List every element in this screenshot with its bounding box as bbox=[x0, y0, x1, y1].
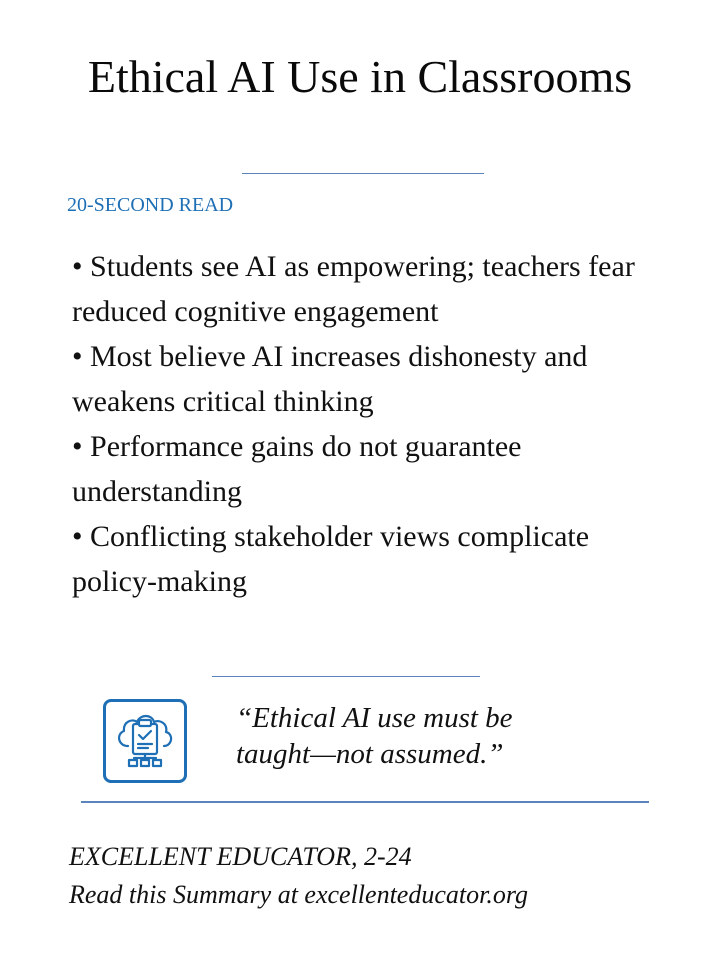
section-label: 20-SECOND READ bbox=[67, 194, 234, 216]
quote-divider-bottom bbox=[81, 801, 649, 803]
pull-quote bbox=[236, 700, 513, 772]
footer bbox=[69, 838, 528, 914]
quote-divider-top bbox=[212, 676, 480, 677]
source-citation: EXCELLENT EDUCATOR, 2-24 bbox=[69, 842, 412, 871]
summary-link[interactable]: Read this Summary at excellenteducator.org bbox=[69, 880, 528, 909]
bullet-item: • Conflicting stakeholder views complicate policy-making bbox=[72, 520, 590, 598]
bullet-item: • Performance gains do not guarantee understanding bbox=[72, 430, 522, 508]
quote-line-2: taught—not assumed.” bbox=[236, 738, 504, 770]
quote-line-1: “Ethical AI use must be bbox=[236, 702, 513, 734]
bullet-item: • Most believe AI increases dishonesty and weakens critical thinking bbox=[72, 340, 588, 418]
clipboard-checklist-cloud-icon bbox=[103, 699, 187, 783]
page-title: Ethical AI Use in Classrooms bbox=[87, 51, 633, 102]
bullet-item: • Students see AI as empowering; teachers fear reduced cognitive engagement bbox=[72, 250, 635, 328]
title-divider bbox=[242, 173, 484, 174]
bullet-list bbox=[72, 244, 672, 604]
